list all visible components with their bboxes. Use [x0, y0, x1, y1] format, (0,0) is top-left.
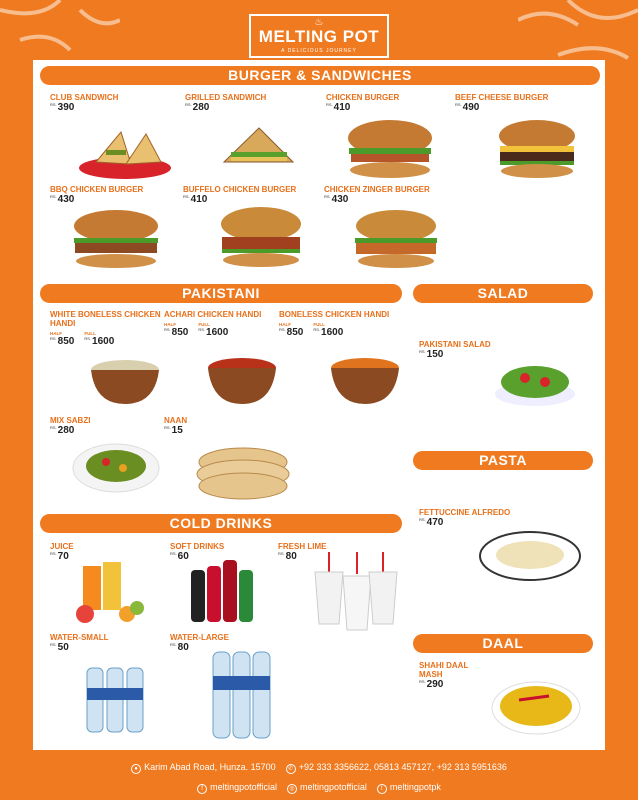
boneless-chicken-handi-image: [327, 346, 403, 406]
item-price: 290: [426, 679, 444, 690]
currency-label: RS.: [164, 425, 171, 430]
menu-item: [324, 185, 444, 205]
currency-label: RS.: [50, 102, 57, 107]
brand-tagline: A DELICIOUS JOURNEY: [281, 48, 357, 54]
item-price: 470: [426, 517, 444, 528]
currency-label: RS.: [278, 551, 285, 556]
full-price: 1600: [321, 327, 344, 338]
menu-item: [185, 93, 305, 113]
item-name: SOFT DRINKS: [170, 542, 225, 551]
item-name: BEEF CHEESE BURGER: [455, 93, 549, 102]
full-label: FULL: [84, 331, 96, 336]
water-large-image: [211, 644, 273, 740]
address: Karim Abad Road, Hunza. 15700: [144, 762, 276, 772]
section-burger-banner: BURGER & SANDWICHES: [40, 66, 600, 85]
half-label: HALF: [279, 322, 291, 327]
item-name: BBQ CHICKEN BURGER: [50, 185, 144, 194]
full-label: FULL: [313, 322, 325, 327]
buffelo-chicken-burger-image: [217, 206, 305, 270]
item-price: 80: [177, 642, 189, 653]
currency-label: RS.: [50, 425, 57, 430]
item-name: CHICKEN BURGER: [326, 93, 400, 102]
header: [0, 14, 638, 58]
currency-label: RS.: [183, 194, 190, 199]
bbq-chicken-burger-image: [69, 208, 163, 270]
menu-panel: [33, 60, 605, 750]
fresh-lime-image: [313, 550, 399, 632]
white-chicken-handi-image: [87, 348, 163, 406]
section-pasta-banner: PASTA: [413, 451, 593, 470]
item-name: PAKISTANI SALAD: [419, 340, 491, 349]
currency-label: RS.: [50, 194, 57, 199]
twitter-handle[interactable]: meltingpotpk: [389, 782, 441, 792]
currency-label: RS.: [50, 336, 57, 341]
section-pakistani-banner: PAKISTANI: [40, 284, 402, 303]
item-name: FETTUCCINE ALFREDO: [419, 508, 511, 517]
item-price: 60: [177, 551, 189, 562]
item-price: 430: [331, 194, 349, 205]
half-label: HALF: [50, 331, 62, 336]
menu-item: [183, 185, 303, 205]
menu-item: [50, 93, 170, 113]
item-price: 410: [333, 102, 351, 113]
item-price: 280: [57, 425, 75, 436]
item-name: BUFFELO CHICKEN BURGER: [183, 185, 297, 194]
menu-item: [164, 416, 284, 436]
item-name: ACHARI CHICKEN HANDI: [164, 310, 262, 319]
chicken-zinger-burger-image: [351, 208, 441, 270]
pakistani-salad-image: [489, 352, 581, 412]
currency-label: RS.: [185, 102, 192, 107]
instagram-handle[interactable]: meltingpotofficial: [299, 782, 367, 793]
social-row: [0, 782, 638, 794]
item-price: 410: [190, 194, 208, 205]
fettuccine-alfredo-image: [477, 528, 583, 584]
item-name: WATER-LARGE: [170, 633, 229, 642]
item-name: BONELESS CHICKEN HANDI: [279, 310, 390, 319]
currency-label: RS.: [164, 327, 171, 332]
location-pin-icon: ●: [131, 764, 141, 774]
item-price: 50: [57, 642, 69, 653]
item-price: 80: [285, 551, 297, 562]
currency-label: RS.: [419, 679, 426, 684]
currency-label: RS.: [324, 194, 331, 199]
naan-image: [193, 444, 293, 502]
half-price: 850: [286, 327, 304, 338]
item-name: SHAHI DAAL MASH: [419, 661, 469, 679]
contact-row: [0, 762, 638, 774]
item-price: 150: [426, 349, 444, 360]
item-name: CLUB SANDWICH: [50, 93, 119, 102]
item-price: 280: [192, 102, 210, 113]
half-price: 850: [171, 327, 189, 338]
menu-item: [50, 633, 170, 653]
section-cold-drinks-banner: COLD DRINKS: [40, 514, 402, 533]
currency-label: RS.: [50, 551, 57, 556]
currency-label: RS.: [198, 327, 206, 332]
currency-label: RS.: [279, 327, 286, 332]
currency-label: RS.: [419, 517, 426, 522]
facebook-icon: f: [197, 784, 207, 794]
item-name: MIX SABZI: [50, 416, 91, 425]
twitter-icon: t: [377, 784, 387, 794]
currency-label: RS.: [455, 102, 462, 107]
menu-item: [419, 508, 539, 528]
currency-label: RS.: [84, 336, 92, 341]
section-daal-banner: DAAL: [413, 634, 593, 653]
juice-image: [71, 558, 151, 624]
item-name: WHITE BONELESS CHICKEN HANDI: [50, 310, 161, 328]
full-price: 1600: [92, 336, 115, 347]
water-small-image: [85, 658, 147, 734]
currency-label: RS.: [170, 642, 177, 647]
soft-drinks-image: [189, 556, 263, 626]
facebook-handle[interactable]: meltingpotofficial: [210, 782, 277, 792]
menu-item: [164, 310, 284, 338]
item-name: NAAN: [164, 416, 188, 425]
phone-numbers: +92 333 3356622, 05813 457127, +92 313 5951636: [298, 762, 507, 773]
beef-cheese-burger-image: [495, 118, 579, 180]
mix-sabzi-image: [71, 438, 161, 496]
item-price: 15: [171, 425, 183, 436]
menu-item: [50, 416, 170, 436]
item-price: 490: [462, 102, 480, 113]
full-label: FULL: [198, 322, 210, 327]
item-name: FRESH LIME: [278, 542, 327, 551]
item-price: 70: [57, 551, 69, 562]
brand-logo: [249, 14, 389, 58]
item-name: JUICE: [50, 542, 74, 551]
grilled-sandwich-image: [219, 122, 297, 172]
menu-item: [455, 93, 575, 113]
phone-icon: ✆: [286, 764, 296, 774]
menu-item: [50, 310, 170, 347]
pot-icon: ♨: [314, 17, 324, 28]
currency-label: RS.: [326, 102, 333, 107]
menu-item: [419, 661, 479, 690]
currency-label: RS.: [313, 327, 321, 332]
item-name: WATER-SMALL: [50, 633, 109, 642]
currency-label: RS.: [50, 642, 57, 647]
half-price: 850: [57, 336, 75, 347]
footer: [0, 752, 638, 800]
currency-label: RS.: [170, 551, 177, 556]
instagram-icon: ◎: [287, 784, 297, 794]
achari-chicken-handi-image: [204, 346, 280, 406]
item-name: CHICKEN ZINGER BURGER: [324, 185, 430, 194]
menu-item: [50, 185, 170, 205]
brand-name: MELTING POT: [258, 27, 380, 46]
menu-item: [279, 310, 399, 338]
currency-label: RS.: [419, 349, 426, 354]
half-label: HALF: [164, 322, 176, 327]
shahi-daal-mash-image: [489, 676, 583, 738]
item-price: 430: [57, 194, 75, 205]
section-salad-banner: SALAD: [413, 284, 593, 303]
menu-item: [326, 93, 446, 113]
item-name: GRILLED SANDWICH: [185, 93, 267, 102]
full-price: 1600: [206, 327, 229, 338]
chicken-burger-image: [345, 118, 435, 180]
club-sandwich-image: [76, 122, 174, 180]
item-price: 390: [57, 102, 75, 113]
